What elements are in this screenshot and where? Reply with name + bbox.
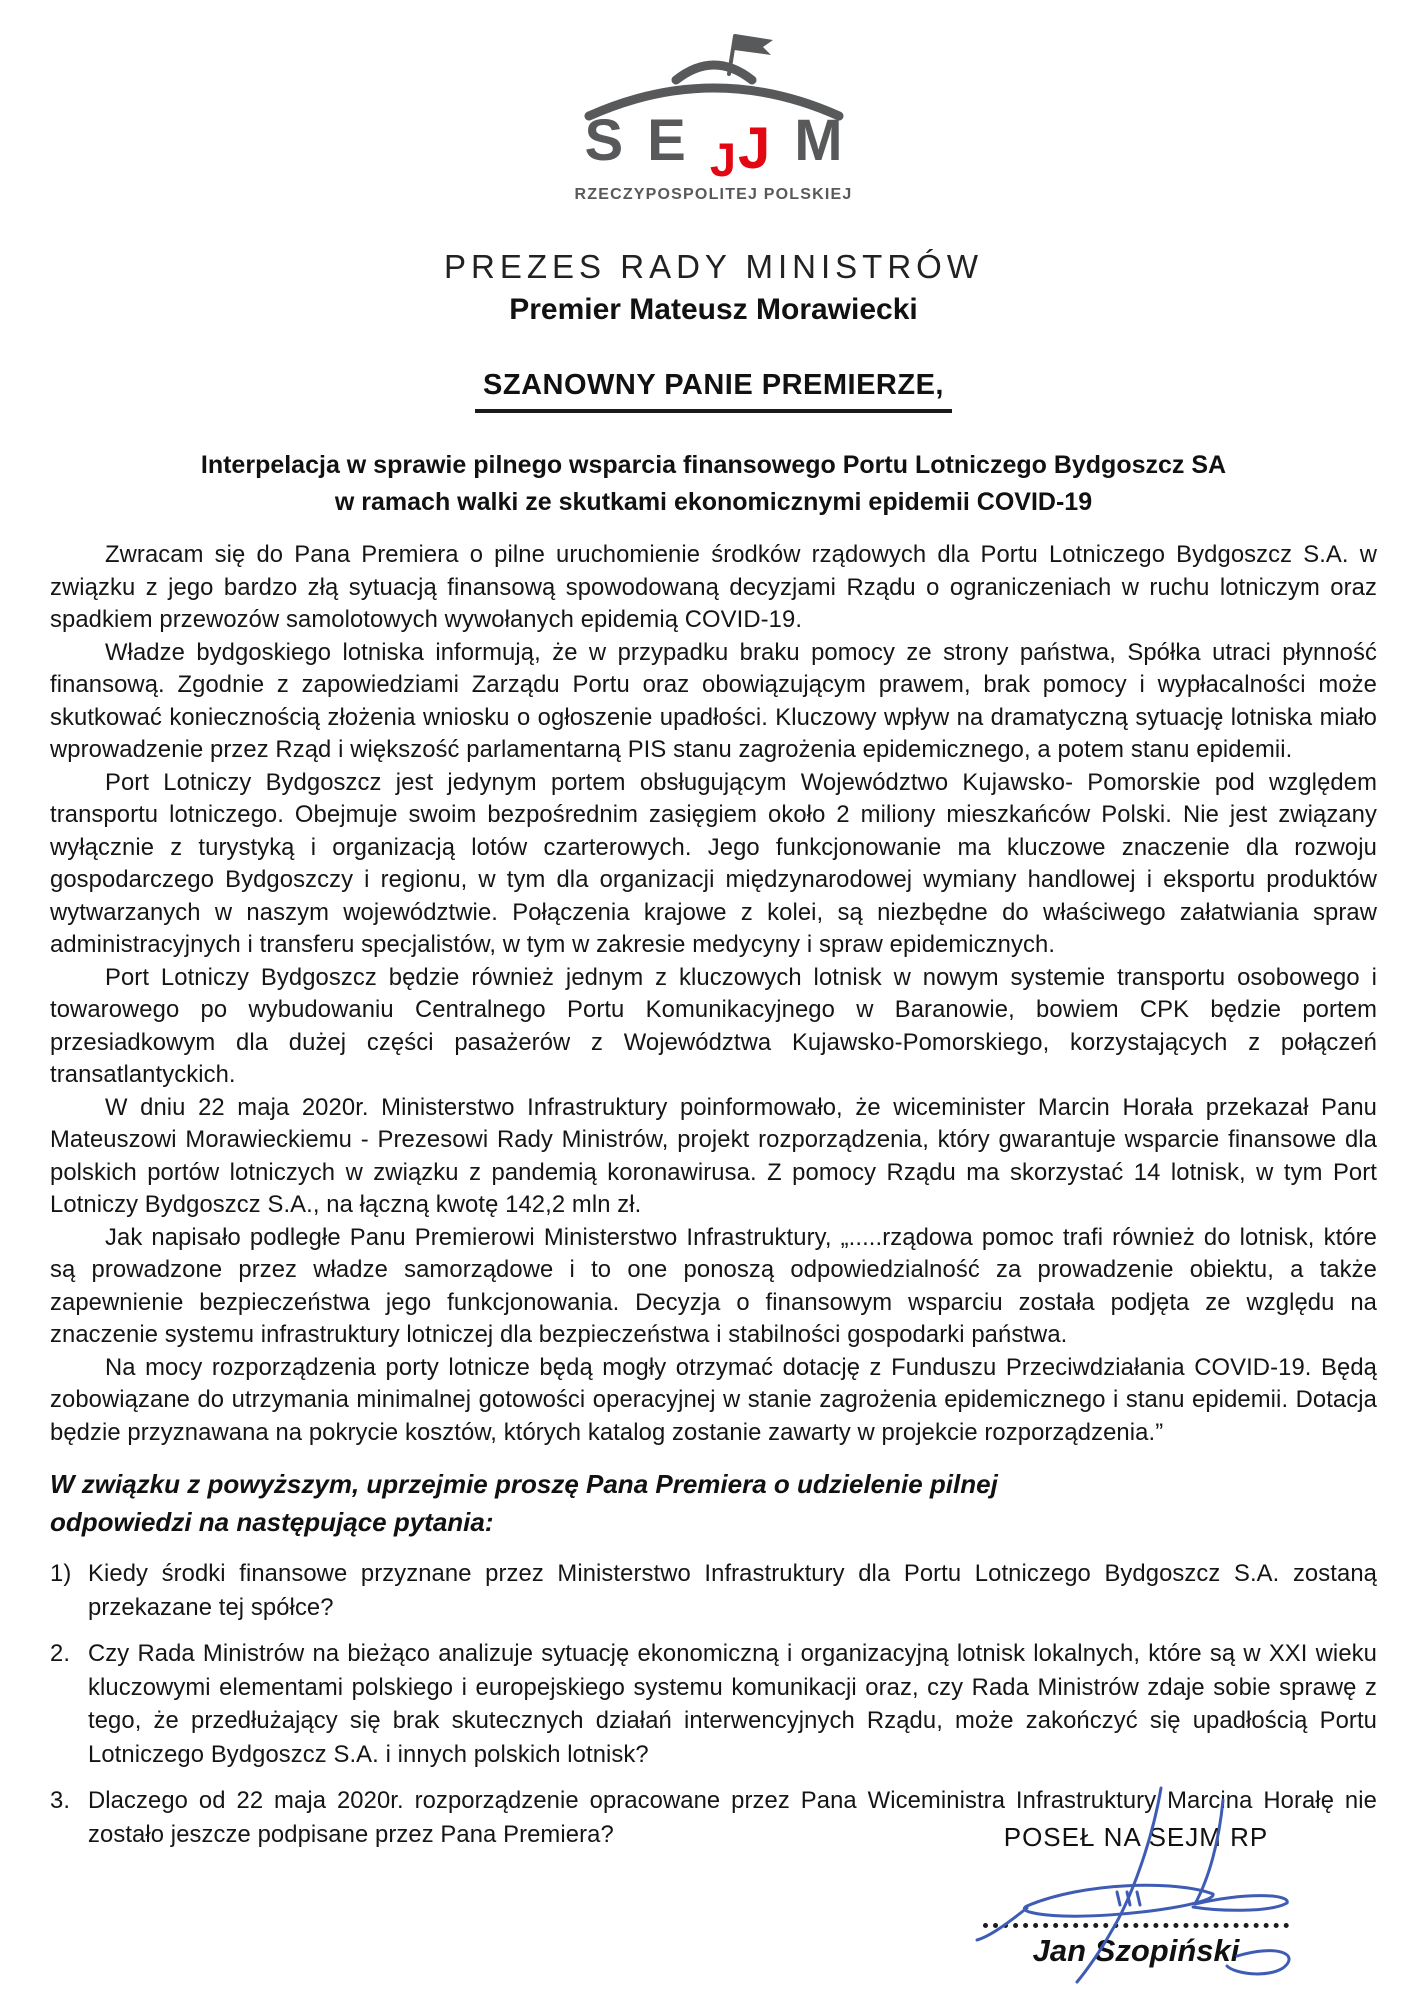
question-text: Kiedy środki finansowe przyznane przez Ministerstwo Infrastruktury dla Portu Lotniczego Bydgoszcz S.A. zostaną przekazane tej spółce? [88, 1560, 1377, 1621]
question-text: Czy Rada Ministrów na bieżąco analizuje sytuację ekonomiczną i organizacyjną lotnisk lokalnych, które są w XXI wieku kluczowymi elementami polskiego i europejskiego systemu komunikacji oraz, czy Rada Ministrów zdaje sobie sprawę z tego, że przedłużający się brak skutecznych działań interwencyjnych Rządu, może zakończyć się upadłością Portu Lotniczego Bydgoszcz S.A. i innych polskich lotnisk? [88, 1640, 1377, 1768]
question-text: Dlaczego od 22 maja 2020r. rozporządzenie opracowane przez Pana Wiceministra Infrastruktury Marcina Horałę nie zostało jeszcze podpisane przez Pana Premiera? [88, 1787, 1377, 1848]
question-item [50, 1557, 1377, 1624]
addressee-office: PREZES RADY MINISTRÓW [444, 248, 983, 285]
logo-letter-s: S [584, 108, 624, 173]
signer-role: POSEŁ NA SEJM RP [1003, 1822, 1269, 1852]
questions-list [50, 1557, 1377, 1851]
request-heading [50, 1465, 1377, 1541]
signature-block [983, 1822, 1289, 1969]
letter-body [50, 539, 1377, 1449]
signature-dotted-line [983, 1923, 1289, 1928]
body-paragraph: Port Lotniczy Bydgoszcz jest jedynym portem obsługującym Województwo Kujawsko- Pomorskie pod względem transportu lotniczego. Obejmuje swoim bezpośrednim zasięgiem około 2 miliony mieszkańców Polski. Nie jest związany wyłącznie z turystyką i organizacją lotów czarterowych. Jego funkcjonowanie ma kluczowe znaczenie dla rozwoju gospodarczego Bydgoszczy i regionu, w tym dla organizacji międzynarodowej wymiany handlowej i eksportu produktów wytwarzanych w naszym województwie. Połączenia krajowe z kolei, są niezbędne do właściwego załatwiania spraw administracyjnych i transferu specjalistów, w tym w zakresie medycyny i spraw epidemicznych. [50, 768, 1377, 958]
body-paragraph: Władze bydgoskiego lotniska informują, że w przypadku braku pomocy ze strony państwa, Spółka utraci płynność finansową. Zgodnie z zapowiedziami Zarządu Portu oraz obowiązującym prawem, brak pomocy i wypłacalności może skutkować koniecznością złożenia wniosku o ogłoszenie upadłości. Kluczowy wpływ na dramatyczną sytuację lotniska miało wprowadzenie przez Rząd i większość parlamentarną PIS stanu zagrożenia epidemicznego, a potem stanu epidemii. [50, 638, 1377, 763]
sejm-logo [50, 0, 1377, 204]
question-item [50, 1637, 1377, 1771]
logo-letter-e: E [647, 108, 686, 173]
sejm-wordmark [50, 108, 1377, 186]
body-paragraph: W dniu 22 maja 2020r. Ministerstwo Infrastruktury poinformowało, że wiceminister Marcin Horała przekazał Panu Mateuszowi Morawieckiemu - Prezesowi Rady Ministrów, projekt rozporządzenia, który gwarantuje wsparcie finansowe dla polskich portów lotniczych w związku z pandemią koronawirusa. Z pomocy Rządu ma skorzystać 14 lotnisk, w tym Port Lotniczy Bydgoszcz S.A., na łączną kwotę 142,2 mln zł. [50, 1093, 1377, 1218]
subject-title [50, 447, 1377, 521]
subject-line-2: w ramach walki ze skutkami ekonomicznymi epidemii COVID-19 [334, 488, 1093, 516]
salutation-row [50, 369, 1377, 413]
body-paragraph: Jak napisało podległe Panu Premierowi Ministerstwo Infrastruktury, „.....rządowa pomoc trafi również do lotnisk, które są prowadzone przez władze samorządowe i to one ponoszą odpowiedzialność za prowadzenie obiektu, a także zapewnienie bezpieczeństwa jego funkcjonowania. Decyzja o finansowym wsparciu została podjęta ze względu na znaczenie systemu infrastruktury lotniczej dla bezpieczeństwa i stabilności gospodarki państwa. [50, 1223, 1377, 1348]
logo-subtitle: RZECZYPOSPOLITEJ POLSKIEJ [574, 186, 853, 203]
question-number: 3. [50, 1787, 71, 1814]
signer-name: Jan Szopiński [1032, 1933, 1240, 1968]
salutation: SZANOWNY PANIE PREMIERZE, [475, 369, 952, 413]
question-number: 1) [50, 1560, 72, 1587]
body-paragraph: Port Lotniczy Bydgoszcz będzie również jednym z kluczowych lotnisk w nowym systemie transportu osobowego i towarowego po wybudowaniu Centralnego Portu Komunikacyjnego w Baranowie, bowiem CPK będzie portem przesiadkowym dla dużej części pasażerów z Województwa Kujawsko-Pomorskiego, korzystających z połączeń transatlantyckich. [50, 963, 1377, 1088]
question-number: 2. [50, 1640, 71, 1667]
body-paragraph: Zwracam się do Pana Premiera o pilne uruchomienie środków rządowych dla Portu Lotniczego Bydgoszcz S.A. w związku z jego bardzo złą sytuacją finansową spowodowaną decyzjami Rządu o ograniczeniach w ruchu lotniczym oraz spadkiem przewozów samolotowych wywołanych epidemią COVID-19. [50, 541, 1377, 633]
addressee-name: Premier Mateusz Morawiecki [509, 293, 918, 326]
request-line-2: odpowiedzi na następujące pytania: [50, 1507, 494, 1537]
request-line-1: W związku z powyższym, uprzejmie proszę Pana Premiera o udzielenie pilnej [50, 1469, 998, 1499]
logo-letter-j-red: J [709, 133, 736, 186]
logo-letter-j-red: J [737, 116, 771, 181]
logo-letter-m: M [794, 108, 843, 173]
subject-line-1: Interpelacja w sprawie pilnego wsparcia finansowego Portu Lotniczego Bydgoszcz SA [200, 451, 1227, 479]
body-paragraph: Na mocy rozporządzenia porty lotnicze będą mogły otrzymać dotację z Funduszu Przeciwdziałania COVID-19. Będą zobowiązane do utrzymania minimalnej gotowości operacyjnej w stanie zagrożenia epidemicznego i stanu epidemii. Dotacja będzie przyznawana na pokrycie kosztów, których katalog zostanie zawarty w projekcie rozporządzenia.” [50, 1353, 1377, 1446]
